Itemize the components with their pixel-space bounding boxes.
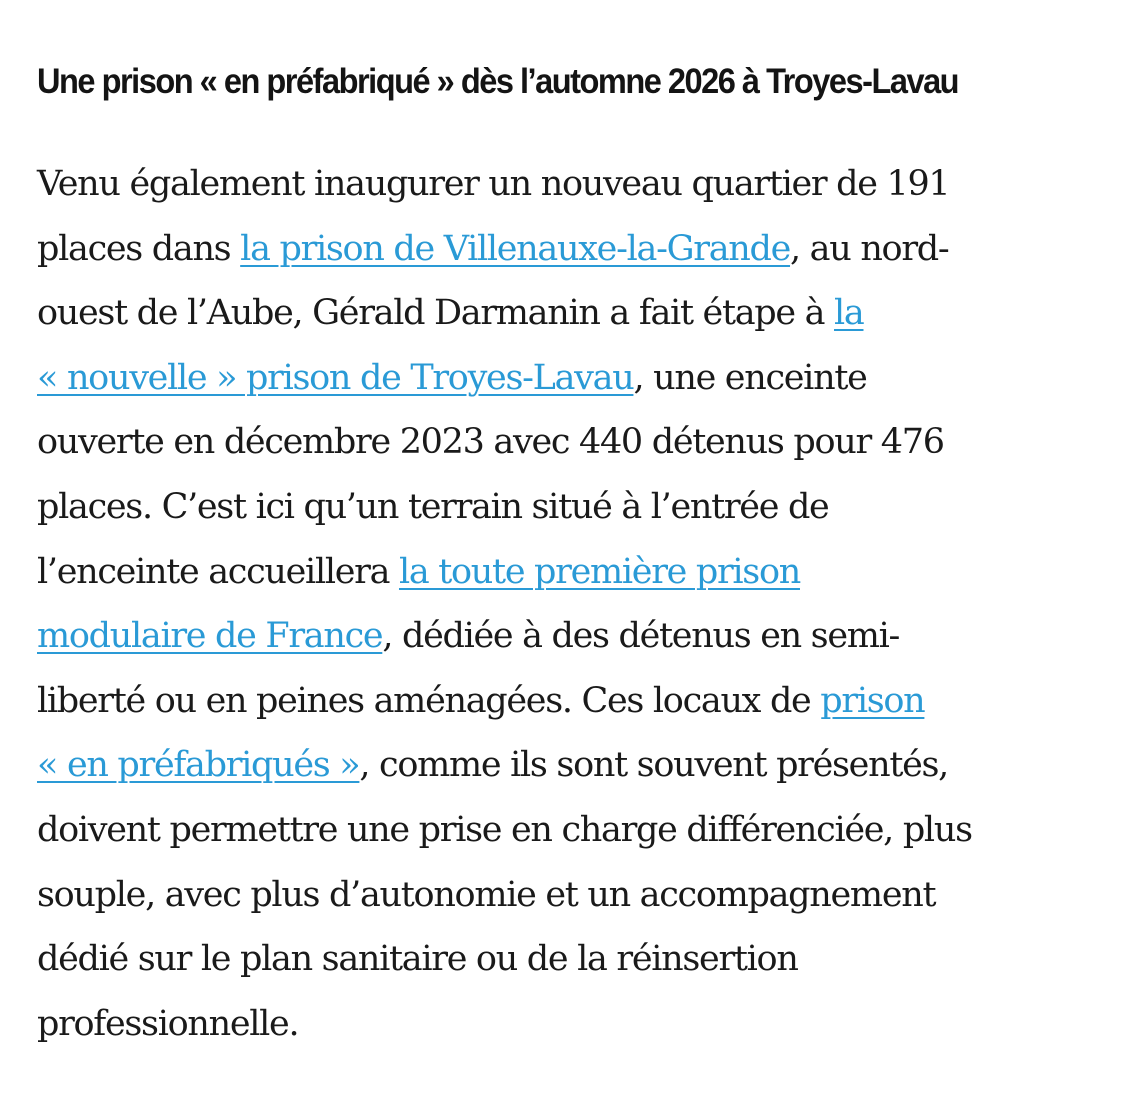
paragraph-line	[37, 863, 1097, 928]
paragraph-line	[37, 152, 1097, 217]
paragraph-line	[37, 410, 1097, 475]
link-troyes-lavau-prison[interactable]: « nouvelle » prison de Troyes-Lavau	[37, 357, 634, 398]
paragraph-line	[37, 346, 1097, 411]
paragraph-line	[37, 992, 1097, 1057]
link-troyes-lavau-prison[interactable]: la	[834, 293, 864, 334]
link-prefab-prison[interactable]: prison	[820, 680, 925, 721]
text-span: Venu également inaugurer un nouveau quartier de 191	[37, 164, 950, 204]
text-span: doivent permettre une prise en charge différenciée, plus	[37, 809, 972, 850]
paragraph-line	[37, 798, 1097, 863]
paragraph-line	[37, 217, 1097, 282]
text-span: ouverte en décembre 2023 avec 440 détenus pour 476	[37, 422, 944, 463]
text-span: l’enceinte accueillera	[37, 551, 399, 592]
link-villenauxe-prison[interactable]: la prison de Villenauxe-la-Grande	[240, 228, 791, 269]
text-span: , une enceinte	[633, 357, 867, 398]
paragraph-line	[37, 604, 1097, 669]
text-span: , au nord-	[790, 228, 949, 269]
text-span: professionnelle.	[37, 1003, 299, 1044]
text-span: places dans	[37, 228, 241, 269]
paragraph-line	[37, 475, 1097, 540]
link-modular-prison[interactable]: modulaire de France	[37, 616, 383, 657]
paragraph-line	[37, 733, 1097, 798]
text-span: liberté ou en peines aménagées. Ces locaux de	[37, 680, 821, 721]
link-modular-prison[interactable]: la toute première prison	[398, 551, 800, 592]
text-span: , dédiée à des détenus en semi-	[382, 616, 900, 657]
article-paragraph	[37, 152, 1097, 1056]
text-span: , comme ils sont souvent présentés,	[359, 745, 948, 786]
text-span: souple, avec plus d’autonomie et un accompagnement	[37, 874, 936, 915]
section-heading: Une prison « en préfabriqué » dès l’automne 2026 à Troyes-Lavau	[37, 62, 959, 101]
paragraph-line	[37, 281, 1097, 346]
paragraph-line	[37, 540, 1097, 605]
paragraph-line	[37, 927, 1097, 992]
link-prefab-prison[interactable]: « en préfabriqués »	[37, 745, 360, 786]
text-span: ouest de l’Aube, Gérald Darmanin a fait étape à	[37, 293, 835, 334]
text-span: places. C’est ici qu’un terrain situé à l’entrée de	[37, 486, 829, 527]
article	[37, 56, 1097, 1056]
text-span: dédié sur le plan sanitaire ou de la réinsertion	[37, 939, 798, 980]
paragraph-line	[37, 669, 1097, 734]
